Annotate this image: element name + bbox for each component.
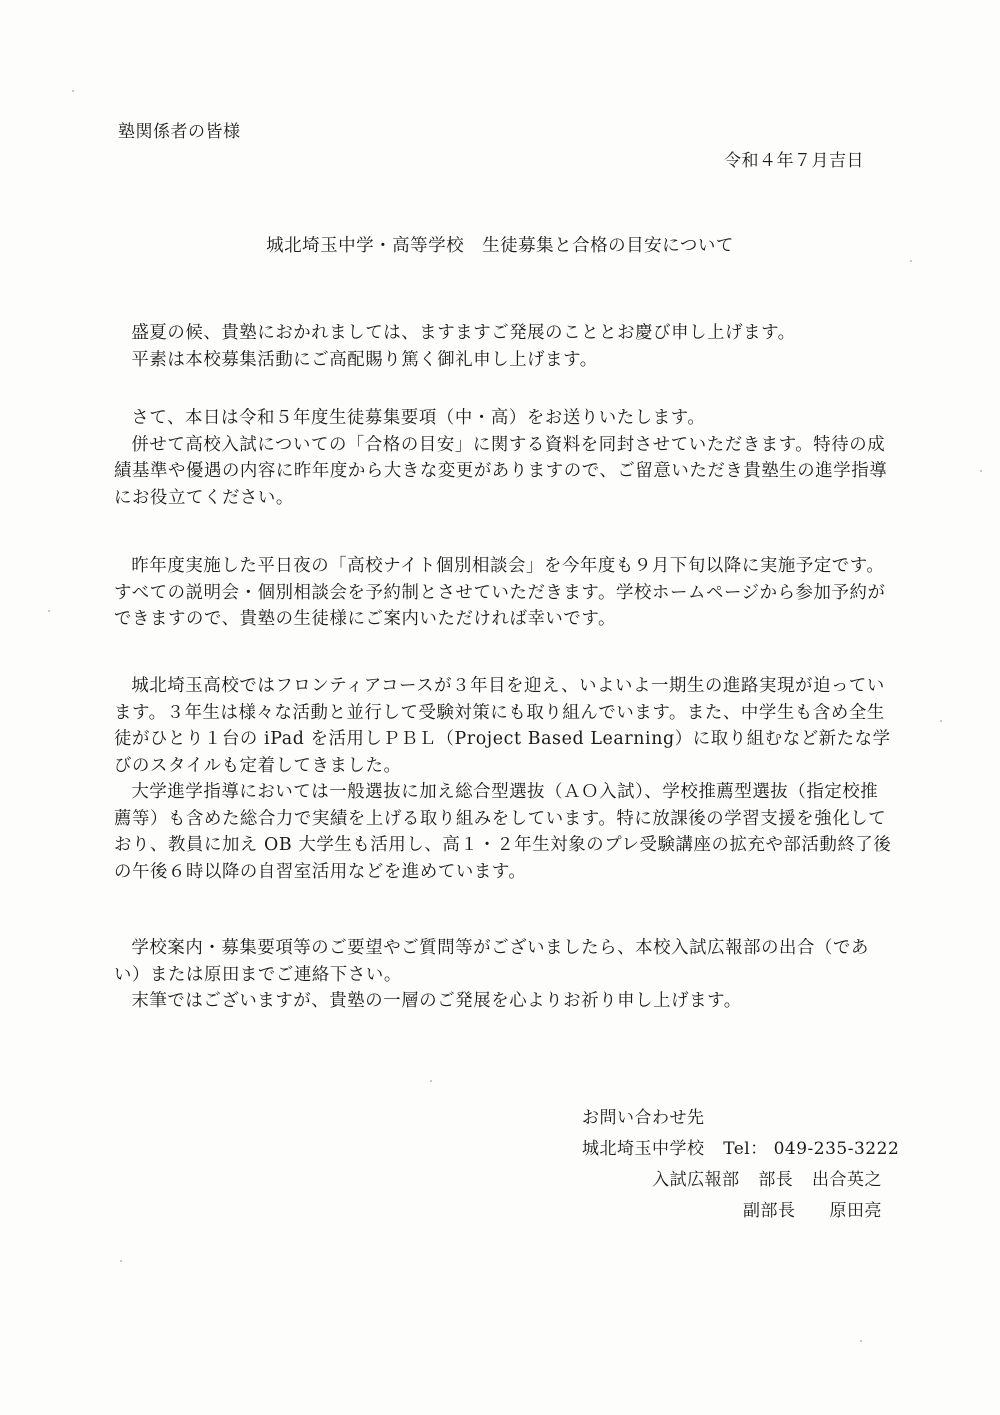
body-line: 昨年度実施した平日夜の「高校ナイト個別相談会」を今年度も９月下旬以降に実施予定です。すべての説明会・個別相談会を予約制とさせていただきます。学校ホームページから参加予約ができますので、貴塾の生徒様にご案内いただければ幸いです。 bbox=[114, 556, 886, 629]
contact-tel: Tel： 049-235-3222 bbox=[723, 1139, 900, 1159]
contact-deputy-line bbox=[582, 1196, 882, 1227]
scan-speck bbox=[430, 1080, 432, 1082]
contact-school: 城北埼玉中学校 bbox=[582, 1139, 705, 1159]
body-line: 末筆ではございますが、貴塾の一層のご発展を心よりお祈り申し上げます。 bbox=[131, 991, 742, 1011]
contact-role-head: 部長 bbox=[758, 1170, 794, 1190]
school-news-paragraph bbox=[114, 673, 894, 885]
contact-heading: お問い合わせ先 bbox=[582, 1108, 705, 1128]
body-line: 城北埼玉高校ではフロンティアコースが３年目を迎え、いよいよ一期生の進路実現が迫っています。３年生は様々な活動と並行して受験対策にも取り組んでいます。また、中学生も含め全生徒がひとり１台の iPad を活用しＰＢＬ（Project Based Learning）に取り組むなど新たな学びのスタイルも定着してきました。 bbox=[114, 676, 891, 776]
body-line: 併せて高校入試についての「合格の目安」に関する資料を同封させていただきます。特待の成績基準や優遇の内容に昨年度から大きな変更がありますので、ご留意いただき貴塾生の進学指導にお役立てください。 bbox=[114, 434, 888, 508]
greeting-paragraph bbox=[114, 320, 894, 373]
closing-paragraph bbox=[114, 935, 894, 1015]
scan-speck bbox=[910, 260, 912, 262]
contact-role-deputy: 副部長 bbox=[743, 1201, 796, 1221]
scan-speck bbox=[940, 720, 942, 722]
contact-school-line bbox=[582, 1134, 900, 1165]
body-line: 大学進学指導においては一般選抜に加え総合型選抜（ＡＯ入試）、学校推薦型選抜（指定校推薦等）も含めた総合力で実績を上げる取り組みをしています。特に放課後の学習支援を強化しており、教員に加え OB 大学生も活用し、高１・２年生対象のプレ受験講座の拡充や部活動終了後の午後６時以降の自習室活用などを進めています。 bbox=[114, 782, 892, 882]
scan-speck bbox=[980, 470, 982, 472]
body-line: 学校案内・募集要項等のご要望やご質問等がございましたら、本校入試広報部の出合（であい）または原田までご連絡下さい。 bbox=[114, 938, 870, 985]
letter-date: 令和４年７月吉日 bbox=[724, 151, 864, 171]
recipient-line: 塾関係者の皆様 bbox=[118, 122, 241, 142]
contact-name-head: 出合英之 bbox=[812, 1170, 882, 1190]
body-line: 平素は本校募集活動にご高配賜り篤く御礼申し上げます。 bbox=[131, 349, 598, 370]
enclosure-paragraph bbox=[114, 405, 894, 511]
contact-block bbox=[582, 1103, 900, 1227]
scan-speck bbox=[860, 1340, 862, 1342]
body-line: 盛夏の候、貴塾におかれましては、ますますご発展のこととお慶び申し上げます。 bbox=[131, 323, 796, 343]
consultation-paragraph bbox=[114, 553, 894, 633]
scan-speck bbox=[120, 1260, 122, 1262]
letter-title: 城北埼玉中学・高等学校 生徒募集と合格の目安について bbox=[266, 236, 734, 256]
scan-speck bbox=[72, 90, 74, 92]
contact-dept: 入試広報部 bbox=[652, 1170, 740, 1190]
scan-speck bbox=[48, 610, 50, 612]
body-line: さて、本日は令和５年度生徒募集要項（中・高）をお送りいたします。 bbox=[131, 408, 706, 428]
contact-name-deputy: 原田亮 bbox=[829, 1201, 882, 1221]
contact-head-line bbox=[582, 1165, 882, 1196]
